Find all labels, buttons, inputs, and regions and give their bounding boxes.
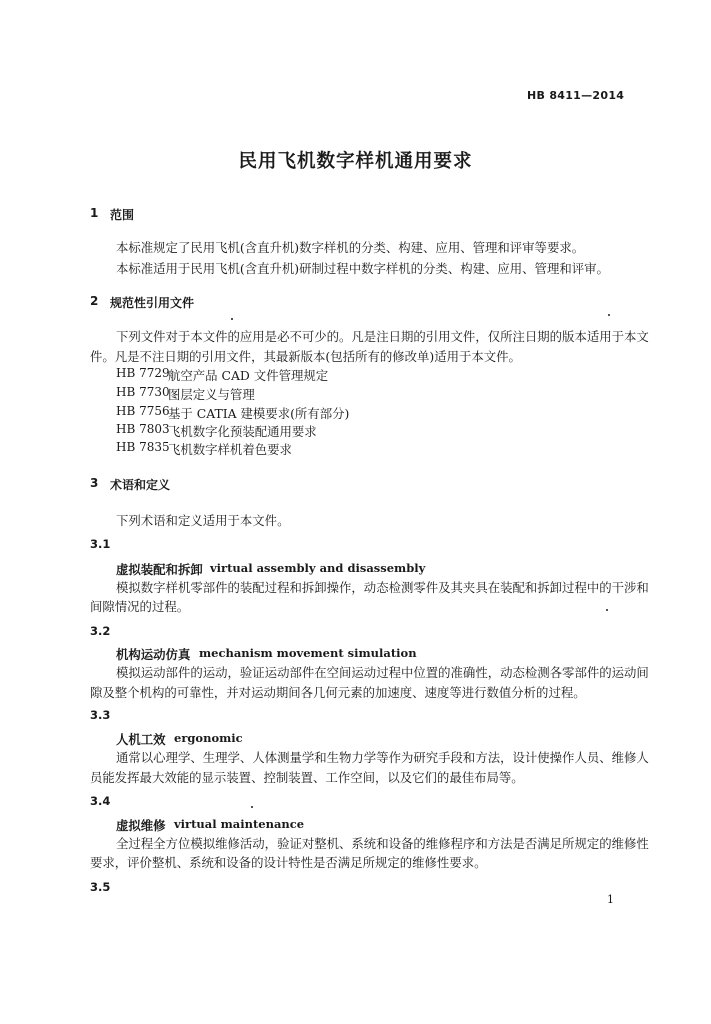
term-number: 3.4 [90, 794, 111, 808]
term-definition-line: 通常以心理学、生理学、人体测量学和生物力学等作为研究手段和方法，设计使操作人员、维修人 [116, 750, 649, 765]
reference-code: HB 7730 [116, 385, 170, 399]
term-chinese: 机构运动仿真 [116, 647, 191, 662]
reference-title: 飞机数字样机着色要求 [168, 442, 292, 457]
reference-title: 航空产品 CAD 文件管理规定 [168, 368, 329, 383]
section-1-line-2: 本标准适用于民用飞机(含直升机)研制过程中数字样机的分类、构建、应用、管理和评审。 [116, 261, 609, 276]
term-definition-line: 要求，评价整机、系统和设备的设计特性是否满足所规定的维修性要求。 [90, 855, 487, 870]
scan-speck [231, 318, 233, 320]
term-definition-line: 全过程全方位模拟维修活动，验证对整机、系统和设备的维修程序和方法是否满足所规定的维修性 [116, 836, 649, 851]
next-term-number: 3.5 [90, 880, 111, 894]
section-3-intro: 下列术语和定义适用于本文件。 [116, 513, 290, 528]
section-1-line-1: 本标准规定了民用飞机(含直升机)数字样机的分类、构建、应用、管理和评审等要求。 [116, 240, 585, 255]
page-number: 1 [607, 893, 614, 906]
scan-speck [251, 806, 253, 808]
section-2-intro-line-2: 件。凡是不注日期的引用文件，其最新版本(包括所有的修改单)适用于本文件。 [90, 349, 521, 364]
reference-code: HB 7729 [116, 366, 170, 380]
term-chinese: 虚拟装配和拆卸 [116, 562, 203, 577]
section-2-number: 2 [90, 294, 99, 308]
reference-title: 图层定义与管理 [168, 387, 255, 402]
reference-code: HB 7756 [116, 404, 170, 418]
section-3-number: 3 [90, 476, 99, 490]
section-2-heading: 规范性引用文件 [110, 296, 195, 310]
term-definition-line: 模拟数字样机零部件的装配过程和拆卸操作，动态检测零件及其夹具在装配和拆卸过程中的干涉和 [116, 580, 649, 595]
term-definition-line: 模拟运动部件的运动，验证运动部件在空间运动过程中位置的准确性，动态检测各零部件的运动间 [116, 665, 649, 680]
term-number: 3.3 [90, 708, 111, 722]
term-number: 3.1 [90, 537, 111, 551]
term-number: 3.2 [90, 624, 111, 638]
reference-title: 基于 CATIA 建模要求(所有部分) [168, 406, 350, 421]
term-english: ergonomic [174, 731, 243, 745]
section-1-number: 1 [90, 206, 99, 220]
reference-code: HB 7835 [116, 440, 170, 454]
section-1-heading: 范围 [110, 208, 135, 222]
term-definition-line: 隙及整个机构的可靠性，并对运动期间各几何元素的加速度、速度等进行数值分析的过程。 [90, 685, 586, 700]
document-title: 民用飞机数字样机通用要求 [238, 151, 473, 172]
term-english: virtual assembly and disassembly [210, 561, 426, 575]
section-2-intro-line-1: 下列文件对于本文件的应用是必不可少的。凡是注日期的引用文件，仅所注日期的版本适用于本文 [116, 329, 649, 344]
term-english: virtual maintenance [174, 817, 305, 831]
term-chinese: 人机工效 [116, 732, 166, 747]
scan-speck [606, 609, 608, 611]
scan-speck [608, 314, 610, 316]
standard-code: HB 8411—2014 [527, 89, 625, 102]
term-chinese: 虚拟维修 [116, 818, 166, 833]
term-definition-line: 间隙情况的过程。 [90, 599, 190, 614]
term-definition-line: 员能发挥最大效能的显示装置、控制装置、工作空间，以及它们的最佳布局等。 [90, 770, 524, 785]
reference-code: HB 7803 [116, 422, 170, 436]
term-english: mechanism movement simulation [199, 646, 417, 660]
section-3-heading: 术语和定义 [110, 478, 171, 492]
reference-title: 飞机数字化预装配通用要求 [168, 424, 317, 439]
